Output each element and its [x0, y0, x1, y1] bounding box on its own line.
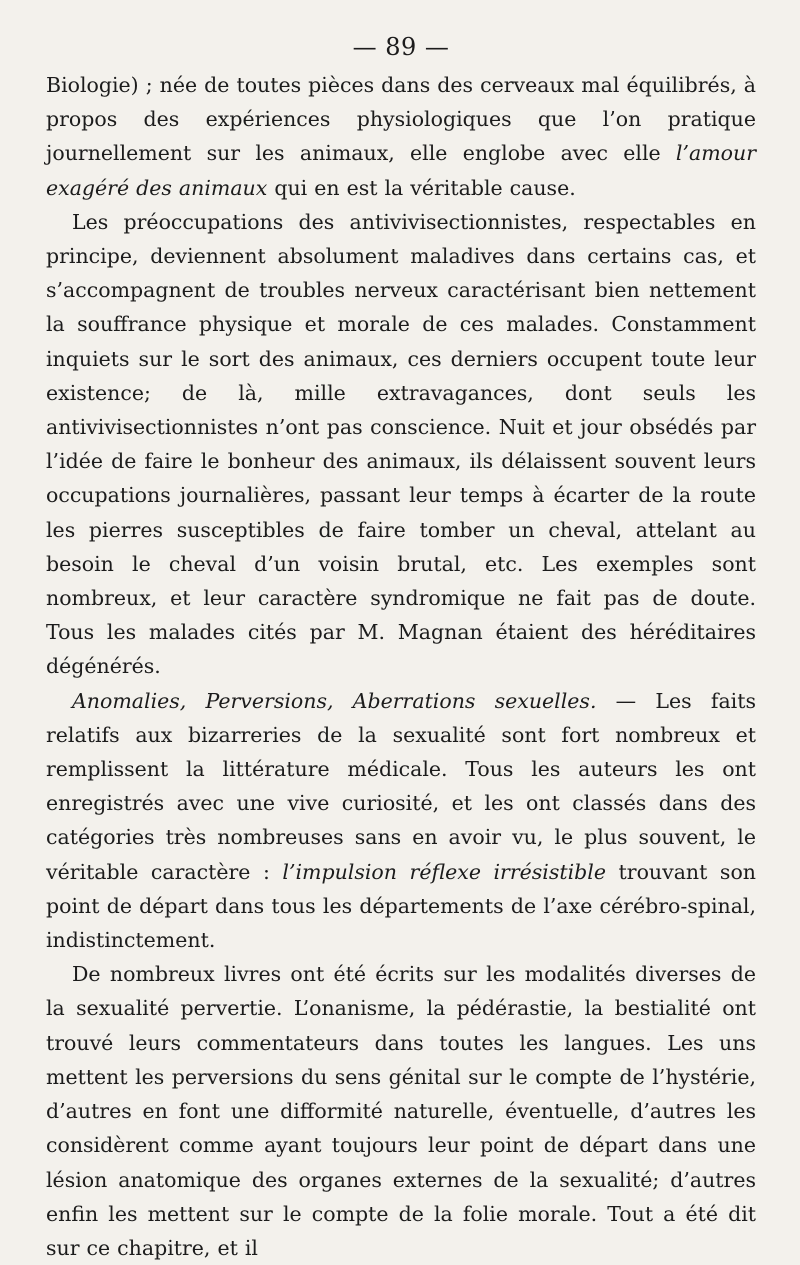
text-run: Les préoccupations des antivivisectionnistes, respectables en principe, deviennent absolument maladives dans certains cas, et s’accompagnent de troubles nerveux caractérisant bien nettement la souffrance physique et morale de ces malades. Constamment inquiets sur le sort des animaux, ces derniers occupent toute leur existence; de là, mille extravagances, dont seuls les antivivisectionnistes n’ont pas conscience. Nuit et jour obsédés par l’idée de faire le bonheur des animaux, ils délaissent souvent leurs occupations journalières, passant leur temps à écarter de la route les pierres susceptibles de faire tomber un cheval, attelant au besoin le cheval d’un voisin brutal, etc. Les exemples sont nombreux, et leur caractère syndromique ne fait pas de doute. Tous les malades cités par M. Magnan étaient des héréditaires dégénérés.	[46, 209, 756, 679]
paragraph	[46, 684, 756, 958]
text-run: — Les faits relatifs aux bizarreries de la sexualité sont fort nombreux et remplissent la littérature médicale. Tous les auteurs les ont enregistrés avec une vive curiosité, et les ont classés dans des catégories très nombreuses sans en avoir vu, le plus souvent, le véritable caractère :	[46, 688, 756, 884]
text-run: trouvant son point de départ dans tous les départements de l’axe cérébro-spinal, indistinctement.	[46, 859, 756, 953]
paragraph	[46, 205, 756, 684]
paragraph	[46, 68, 756, 205]
text-run: De nombreux livres ont été écrits sur les modalités diverses de la sexualité pervertie. L’onanisme, la pédérastie, la bestialité ont trouvé leurs commentateurs dans toutes les langues. Les uns mettent les perversions du sens génital sur le compte de l’hystérie, d’autres en font une difformité naturelle, éventuelle, d’autres les considèrent comme ayant toujours leur point de départ dans une lésion anatomique des organes externes de la sexualité; d’autres enfin les mettent sur le compte de la folie morale. Tout a été dit sur ce chapitre, et il	[46, 962, 756, 1260]
italic-phrase: l’amour exagéré des animaux	[46, 141, 756, 200]
italic-phrase: Anomalies, Perversions, Aberrations sexuelles.	[72, 688, 597, 713]
text-run: Biologie) ; née de toutes pièces dans des cerveaux mal équilibrés, à propos des expériences physiologiques que l’on pratique journellement sur les animaux, elle englobe avec elle	[46, 73, 756, 166]
italic-phrase: l’impulsion réflexe irrésistible	[282, 859, 606, 884]
text-run: qui en est la véritable cause.	[267, 175, 576, 200]
page-number: — 89 —	[352, 33, 450, 61]
body-text	[46, 68, 756, 1265]
paragraph	[46, 957, 756, 1265]
